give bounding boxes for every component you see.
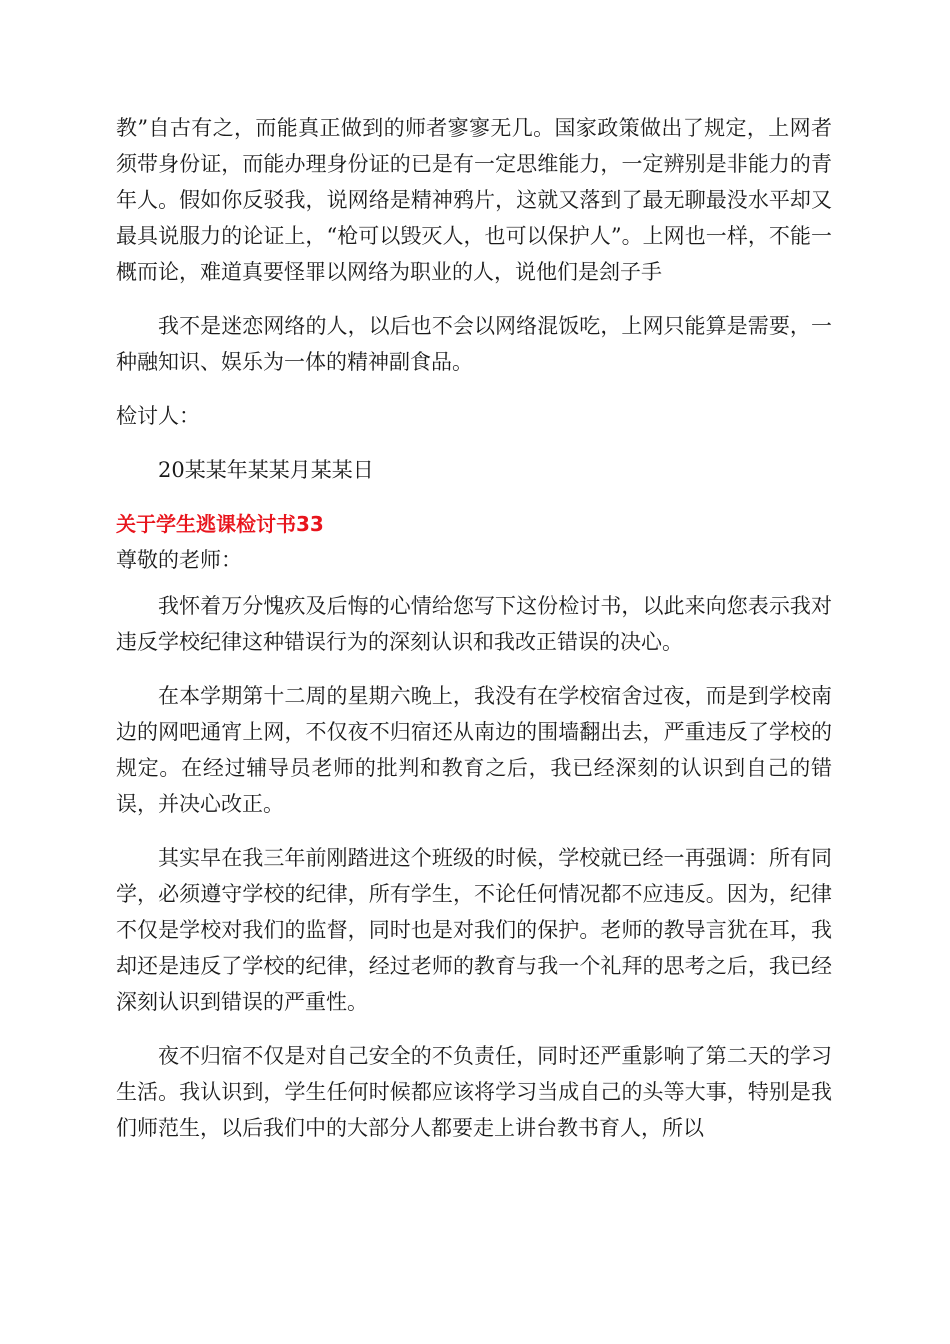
document-page [116,110,832,1164]
paragraph-continuation: 教”自古有之，而能真正做到的师者寥寥无几。国家政策做出了规定，上网者须带身份证，而能办理身份证的已是有一定思维能力，一定辨别是非能力的青年人。假如你反驳我，说网络是精神鸦片，这就又落到了最无聊最没水平却又最具说服力的论证上，“枪可以毁灭人，也可以保护人”。上网也一样，不能一概而论，难道真要怪罪以网络为职业的人，说他们是刽子手 [116,116,832,284]
paragraph-discipline: 其实早在我三年前刚踏进这个班级的时候，学校就已经一再强调：所有同学，必须遵守学校的纪律，所有学生，不论任何情况都不应违反。因为，纪律不仅是学校对我们的监督，同时也是对我们的保护。老师的教导言犹在耳，我却还是违反了学校的纪律，经过老师的教育与我一个礼拜的思考之后，我已经深刻认识到错误的严重性。 [116,846,832,1014]
date-line: 20某某年某某月某某日 [158,458,374,482]
paragraph-incident: 在本学期第十二周的星期六晚上，我没有在学校宿舍过夜，而是到学校南边的网吧通宵上网，不仅夜不归宿还从南边的围墙翻出去，严重违反了学校的规定。在经过辅导员老师的批判和教育之后，我已经深刻的认识到自己的错误，并决心改正。 [116,684,832,816]
salutation: 尊敬的老师： [116,548,242,572]
signer-label: 检讨人： [116,404,200,428]
paragraph-internet-view: 我不是迷恋网络的人，以后也不会以网络混饭吃，上网只能算是需要，一种融知识、娱乐为一体的精神副食品。 [116,314,832,374]
section-heading: 关于学生逃课检讨书33 [116,512,324,536]
paragraph-intro: 我怀着万分愧疚及后悔的心情给您写下这份检讨书，以此来向您表示我对违反学校纪律这种错误行为的深刻认识和我改正错误的决心。 [116,594,832,654]
paragraph-consequence: 夜不归宿不仅是对自己安全的不负责任，同时还严重影响了第二天的学习生活。我认识到，学生任何时候都应该将学习当成自己的头等大事，特别是我们师范生，以后我们中的大部分人都要走上讲台教书育人，所以 [116,1044,832,1140]
